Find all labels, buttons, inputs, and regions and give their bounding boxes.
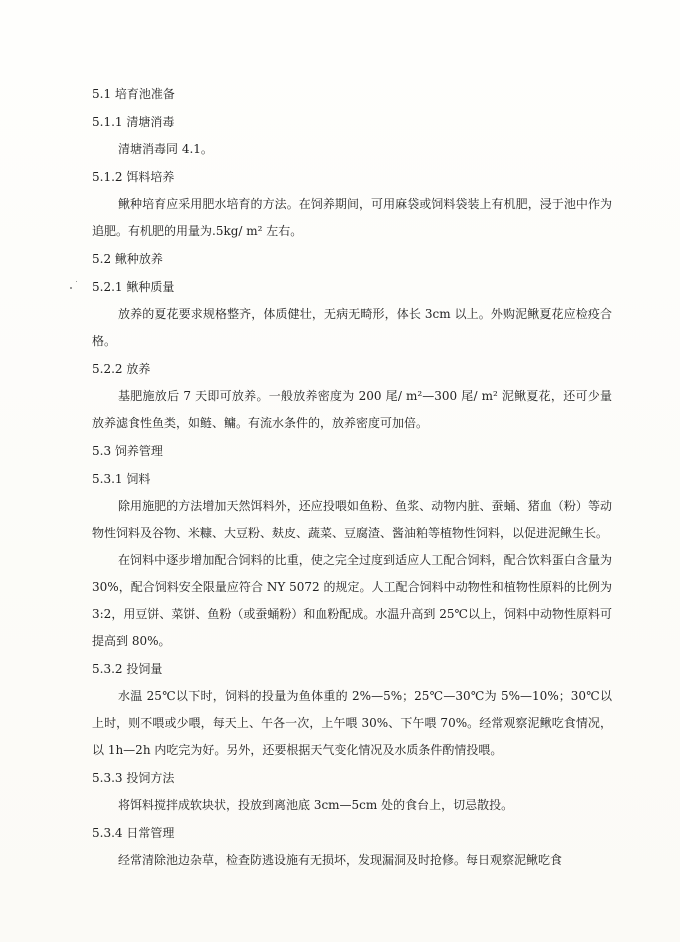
subsection-heading: 5.1.1 清塘消毒 — [92, 115, 175, 129]
section-heading: 5.1 培育池准备 — [92, 87, 175, 101]
section-heading: 5.2 鳅种放养 — [92, 252, 163, 266]
paragraph: 鳅种培育应采用肥水培育的方法。在饲养期间，可用麻袋或饲料袋装上有机肥，浸于池中作为追肥。有机肥的用量为.5kg/ m² 左右。 — [92, 197, 612, 238]
subsection-heading: 5.3.1 饲料 — [92, 472, 151, 486]
paragraph: 除用施肥的方法增加天然饵料外，还应投喂如鱼粉、鱼浆、动物内脏、蚕蛹、猪血（粉）等动物性饲料及谷物、米糠、大豆粉、麸皮、蔬菜、豆腐渣、酱油粕等植物性饲料，以促进泥鳅生长。 — [92, 499, 612, 540]
subsection-heading: 5.3.2 投饲量 — [92, 662, 163, 676]
scan-speck — [70, 287, 72, 289]
document-body — [92, 80, 612, 874]
paragraph: 在饲料中逐步增加配合饲料的比重，使之完全过度到适应人工配合饲料，配合饮料蛋白含量为 30%，配合饲料安全限量应符合 NY 5072 的规定。人工配合饲料中动物性和植物性原料的比例为 3:2，用豆饼、菜饼、鱼粉（或蚕蛹粉）和血粉配成。水温升高到 25℃以上，饲料中动物性原料可提高到 80%。 — [92, 553, 612, 648]
paragraph: 将饵料搅拌成软块状，投放到离池底 3cm—5cm 处的食台上，切忌散投。 — [118, 798, 514, 812]
paragraph: 基肥施放后 7 天即可放养。一般放养密度为 200 尾/ m²—300 尾/ m² 泥鳅夏花，还可少量放养滤食性鱼类，如鲢、鳙。有流水条件的，放养密度可加倍。 — [92, 389, 612, 430]
subsection-heading: 5.3.4 日常管理 — [92, 826, 175, 840]
scan-speck — [76, 281, 77, 282]
subsection-heading: 5.2.1 鳅种质量 — [92, 280, 175, 294]
paragraph: 清塘消毒同 4.1。 — [118, 142, 213, 156]
paragraph: 经常清除池边杂草，检查防逃设施有无损坏，发现漏洞及时抢修。每日观察泥鳅吃食 — [118, 853, 563, 867]
section-heading: 5.3 饲养管理 — [92, 444, 163, 458]
subsection-heading: 5.1.2 饵料培养 — [92, 170, 175, 184]
paragraph: 放养的夏花要求规格整齐，体质健壮，无病无畸形，体长 3cm 以上。外购泥鳅夏花应检疫合格。 — [92, 307, 612, 348]
subsection-heading: 5.3.3 投饲方法 — [92, 771, 175, 785]
subsection-heading: 5.2.2 放养 — [92, 362, 151, 376]
paragraph: 水温 25℃以下时，饲料的投量为鱼体重的 2%—5%；25℃—30℃为 5%—10%；30℃以上时，则不喂或少喂，每天上、午各一次，上午喂 30%、下午喂 70%。经常观察泥鳅吃食情况，以 1h—2h 内吃完为好。另外，还要根据天气变化情况及水质条件酌情投喂。 — [92, 689, 612, 757]
